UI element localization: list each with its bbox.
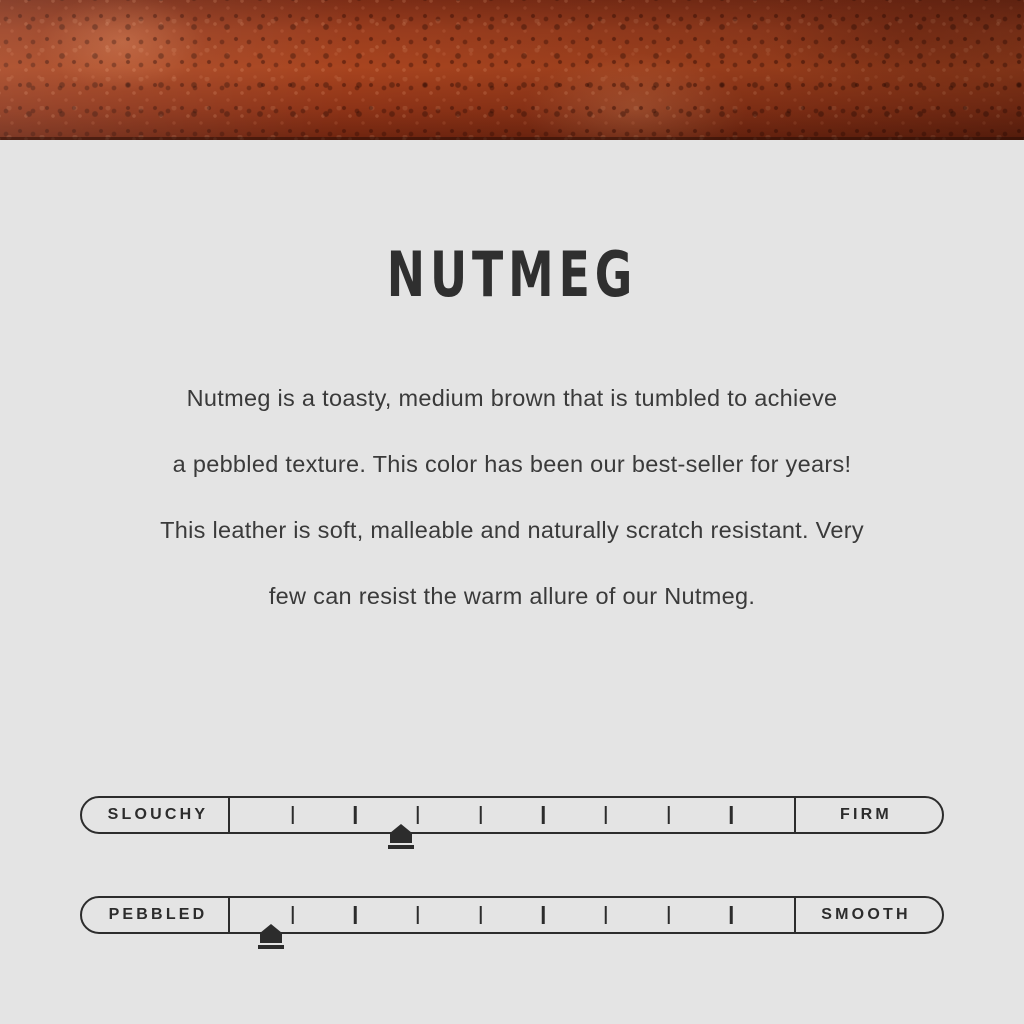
texture-slider-ticks: [230, 898, 794, 932]
slider-tick: [291, 806, 294, 824]
structure-slider-left-label: SLOUCHY: [82, 798, 230, 832]
slider-tick: [667, 806, 670, 824]
slider-tick: [291, 906, 294, 924]
slider-tick: [479, 906, 482, 924]
color-description: [97, 311, 927, 629]
description-line: This leather is soft, malleable and naturally scratch resistant. Very: [160, 517, 864, 543]
slider-tick: [542, 906, 545, 924]
texture-slider-row: [80, 896, 944, 940]
structure-slider-ticks: [230, 798, 794, 832]
attribute-sliders: [80, 796, 944, 940]
structure-slider-track[interactable]: [80, 796, 944, 834]
slider-tick: [354, 906, 357, 924]
structure-slider-row: [80, 796, 944, 840]
description-line: a pebbled texture. This color has been our best-seller for years!: [172, 451, 852, 477]
page-title: NUTMEG: [386, 238, 638, 311]
slider-tick: [417, 806, 420, 824]
card-content: [0, 140, 1024, 1024]
texture-slider-track[interactable]: [80, 896, 944, 934]
texture-slider-left-label: PEBBLED: [82, 898, 230, 932]
slider-tick: [605, 906, 608, 924]
slider-tick: [417, 906, 420, 924]
description-line: Nutmeg is a toasty, medium brown that is tumbled to achieve: [186, 385, 838, 411]
slider-tick: [605, 806, 608, 824]
nutmeg-leather-swatch: [0, 0, 1024, 140]
slider-tick: [479, 806, 482, 824]
structure-slider-right-label: FIRM: [794, 798, 942, 832]
description-line: few can resist the warm allure of our Nutmeg.: [268, 583, 756, 609]
slider-tick: [542, 806, 545, 824]
leather-sheen-overlay: [0, 0, 1024, 140]
slider-tick: [730, 806, 733, 824]
texture-slider-right-label: SMOOTH: [794, 898, 942, 932]
slider-tick: [354, 806, 357, 824]
slider-tick: [730, 906, 733, 924]
slider-tick: [667, 906, 670, 924]
